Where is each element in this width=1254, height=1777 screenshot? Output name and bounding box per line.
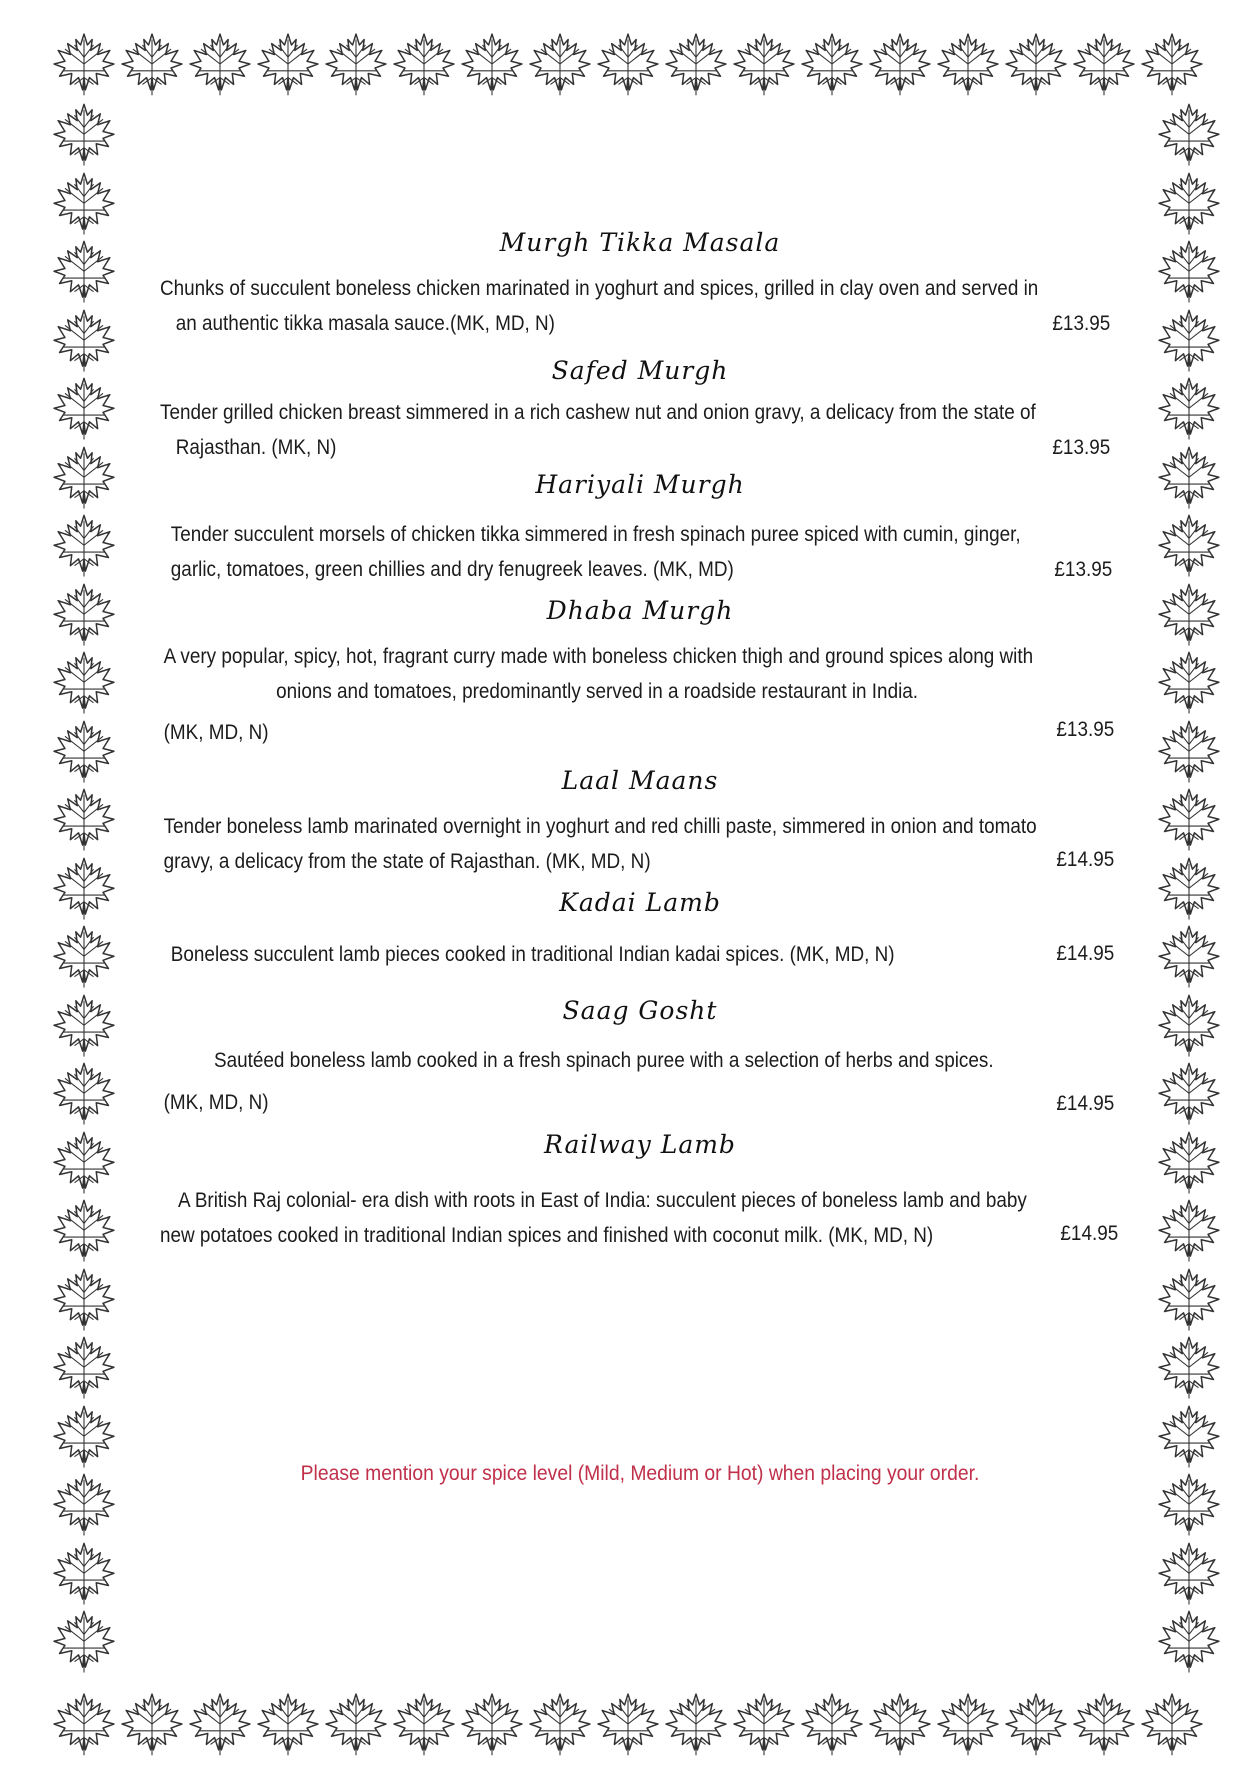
maple-leaf-icon	[322, 30, 390, 98]
dish-title: Safed Murgh	[551, 356, 729, 385]
maple-leaf-icon	[50, 169, 118, 238]
maple-leaf-icon	[798, 1690, 866, 1758]
maple-leaf-icon	[50, 1196, 118, 1265]
dish-price: £13.95	[1052, 436, 1110, 459]
dish-price: £14.95	[1056, 1092, 1114, 1115]
dish-title: Murgh Tikka Masala	[499, 228, 781, 257]
maple-leaf-icon	[50, 511, 118, 580]
dish-description: Tender grilled chicken breast simmered in a rich cashew nut and onion gravy, a delicacy from the state of Rajasthan. (MK, N)	[160, 401, 1036, 459]
maple-leaf-icon	[1155, 306, 1223, 375]
maple-leaf-icon	[390, 1690, 458, 1758]
maple-leaf-icon	[322, 1690, 390, 1758]
maple-leaf-icon	[50, 1128, 118, 1197]
maple-leaf-icon	[50, 580, 118, 649]
dish-price: £14.95	[1056, 848, 1114, 871]
maple-leaf-icon	[1155, 1196, 1223, 1265]
maple-leaf-icon	[1155, 169, 1223, 238]
dish-title: Laal Maans	[561, 766, 719, 795]
maple-leaf-icon	[1155, 1402, 1223, 1471]
maple-leaf-icon	[730, 30, 798, 98]
maple-leaf-icon	[1002, 30, 1070, 98]
border-top	[50, 30, 1206, 98]
maple-leaf-icon	[118, 30, 186, 98]
maple-leaf-icon	[1155, 1607, 1223, 1676]
maple-leaf-icon	[1155, 648, 1223, 717]
maple-leaf-icon	[254, 30, 322, 98]
border-bottom	[50, 1690, 1206, 1758]
maple-leaf-icon	[1155, 991, 1223, 1060]
maple-leaf-icon	[118, 1690, 186, 1758]
dish-title: Hariyali Murgh	[535, 470, 745, 499]
maple-leaf-icon	[1155, 580, 1223, 649]
maple-leaf-icon	[1155, 854, 1223, 923]
border-right	[1155, 100, 1223, 1676]
maple-leaf-icon	[526, 1690, 594, 1758]
maple-leaf-icon	[1155, 443, 1223, 512]
maple-leaf-icon	[50, 785, 118, 854]
maple-leaf-icon	[866, 1690, 934, 1758]
dish-railway-lamb	[160, 1130, 1120, 1253]
maple-leaf-icon	[730, 1690, 798, 1758]
maple-leaf-icon	[1155, 1470, 1223, 1539]
maple-leaf-icon	[50, 1690, 118, 1758]
maple-leaf-icon	[50, 648, 118, 717]
maple-leaf-icon	[50, 237, 118, 306]
dish-murgh-tikka-masala	[160, 228, 1120, 341]
maple-leaf-icon	[1155, 1333, 1223, 1402]
dish-description: A British Raj colonial- era dish with roots in East of India: succulent pieces of boneless lamb and baby new potatoes cooked in traditional Indian spices and finished with coconut milk. (MK, MD, N)	[160, 1189, 1027, 1247]
dish-description: A very popular, spicy, hot, fragrant curry made with boneless chicken thigh and ground spices along with onions and tomatoes, predominantly served in a roadside restaurant in India. (MK, MD, N)	[163, 645, 1034, 744]
maple-leaf-icon	[50, 374, 118, 443]
maple-leaf-icon	[50, 991, 118, 1060]
maple-leaf-icon	[1155, 1059, 1223, 1128]
dish-description: Boneless succulent lamb pieces cooked in traditional Indian kadai spices. (MK, MD, N)	[170, 943, 895, 966]
maple-leaf-icon	[50, 1607, 118, 1676]
maple-leaf-icon	[1155, 511, 1223, 580]
dish-dhaba-murgh	[160, 596, 1120, 757]
maple-leaf-icon	[1155, 374, 1223, 443]
maple-leaf-icon	[662, 30, 730, 98]
maple-leaf-icon	[50, 443, 118, 512]
dish-saag-gosht	[160, 996, 1120, 1128]
maple-leaf-icon	[50, 1059, 118, 1128]
maple-leaf-icon	[254, 1690, 322, 1758]
maple-leaf-icon	[458, 30, 526, 98]
dish-kadai-lamb	[160, 888, 1120, 972]
maple-leaf-icon	[1155, 1265, 1223, 1334]
dish-title: Dhaba Murgh	[546, 596, 734, 625]
maple-leaf-icon	[186, 30, 254, 98]
dish-price: £13.95	[1056, 718, 1114, 741]
maple-leaf-icon	[1155, 717, 1223, 786]
maple-leaf-icon	[1070, 1690, 1138, 1758]
maple-leaf-icon	[50, 100, 118, 169]
maple-leaf-icon	[50, 306, 118, 375]
maple-leaf-icon	[50, 717, 118, 786]
maple-leaf-icon	[186, 1690, 254, 1758]
maple-leaf-icon	[1002, 1690, 1070, 1758]
dish-price: £14.95	[1056, 942, 1114, 965]
maple-leaf-icon	[50, 922, 118, 991]
dish-laal-maans	[160, 766, 1120, 879]
dish-hariyali-murgh	[160, 470, 1120, 587]
dish-title: Saag Gosht	[562, 996, 718, 1025]
maple-leaf-icon	[934, 1690, 1002, 1758]
maple-leaf-icon	[934, 30, 1002, 98]
maple-leaf-icon	[50, 1333, 118, 1402]
border-left	[50, 100, 118, 1676]
maple-leaf-icon	[866, 30, 934, 98]
maple-leaf-icon	[50, 854, 118, 923]
maple-leaf-icon	[1070, 30, 1138, 98]
maple-leaf-icon	[50, 1470, 118, 1539]
maple-leaf-icon	[1155, 100, 1223, 169]
maple-leaf-icon	[1155, 785, 1223, 854]
spice-level-note: Please mention your spice level (Mild, Medium or Hot) when placing your order.	[300, 1462, 980, 1485]
dish-title: Railway Lamb	[544, 1130, 736, 1159]
maple-leaf-icon	[798, 30, 866, 98]
maple-leaf-icon	[50, 30, 118, 98]
maple-leaf-icon	[50, 1539, 118, 1608]
maple-leaf-icon	[594, 1690, 662, 1758]
maple-leaf-icon	[1155, 1539, 1223, 1608]
dish-description: Tender boneless lamb marinated overnight in yoghurt and red chilli paste, simmered in onion and tomato gravy, a delicacy from the state of Rajasthan. (MK, MD, N)	[163, 815, 1037, 873]
maple-leaf-icon	[1138, 30, 1206, 98]
dish-title: Kadai Lamb	[559, 888, 721, 917]
maple-leaf-icon	[1138, 1690, 1206, 1758]
maple-leaf-icon	[50, 1265, 118, 1334]
dish-price: £13.95	[1052, 312, 1110, 335]
dish-description: Tender succulent morsels of chicken tikka simmered in fresh spinach puree spiced with cumin, ginger, garlic, tomatoes, green chillies and dry fenugreek leaves. (MK, MD)	[170, 523, 1021, 581]
dish-description: Sautéed boneless lamb cooked in a fresh spinach puree with a selection of herbs and spices. (MK, MD, N)	[163, 1049, 994, 1114]
dish-price: £14.95	[1060, 1222, 1118, 1245]
dish-description: Chunks of succulent boneless chicken marinated in yoghurt and spices, grilled in clay oven and served in an authentic tikka masala sauce.(MK, MD, N)	[160, 277, 1039, 335]
maple-leaf-icon	[1155, 237, 1223, 306]
maple-leaf-icon	[594, 30, 662, 98]
maple-leaf-icon	[662, 1690, 730, 1758]
maple-leaf-icon	[50, 1402, 118, 1471]
maple-leaf-icon	[526, 30, 594, 98]
maple-leaf-icon	[458, 1690, 526, 1758]
dish-safed-murgh	[160, 356, 1120, 465]
dish-price: £13.95	[1054, 558, 1112, 581]
maple-leaf-icon	[1155, 922, 1223, 991]
maple-leaf-icon	[390, 30, 458, 98]
maple-leaf-icon	[1155, 1128, 1223, 1197]
